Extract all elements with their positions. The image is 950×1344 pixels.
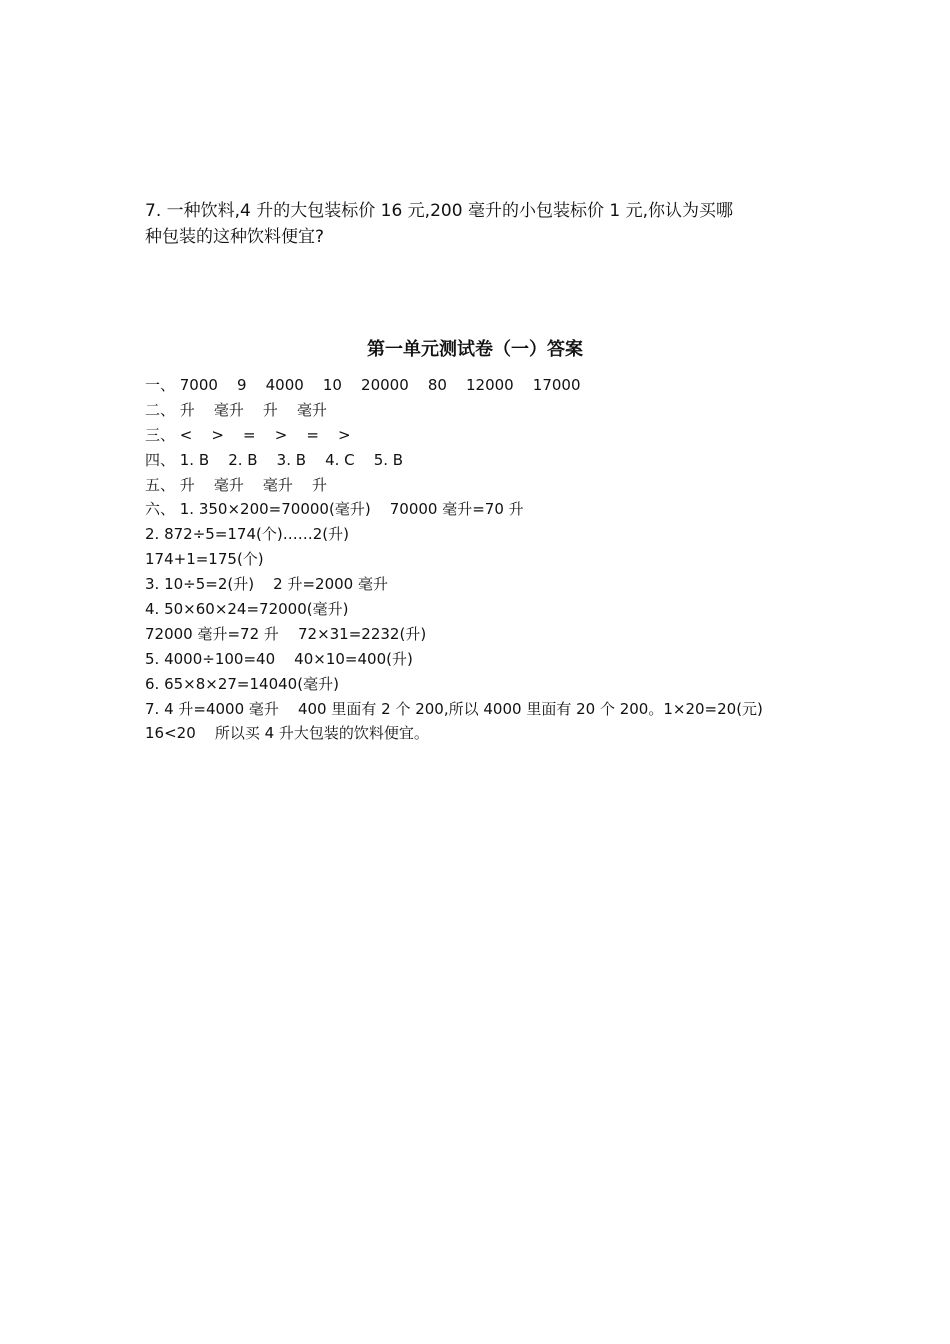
answer-line: 6. 65×8×27=14040(毫升) <box>145 674 339 693</box>
answer-line: 四、 1. B 2. B 3. B 4. C 5. B <box>145 450 404 469</box>
answer-line: 7. 4 升=4000 毫升 400 里面有 2 个 200,所以 4000 里面有 20 个 200。1×20=20(元) <box>145 699 763 718</box>
answer-line: 2. 872÷5=174(个)……2(升) <box>145 525 349 544</box>
answer-list <box>145 373 845 746</box>
answer-line: 16<20 所以买 4 升大包装的饮料便宜。 <box>145 724 429 743</box>
answer-line: 174+1=175(个) <box>145 550 264 569</box>
answer-line: 5. 4000÷100=40 40×10=400(升) <box>145 649 413 668</box>
question-line: 7. 一种饮料,4 升的大包装标价 16 元,200 毫升的小包装标价 1 元,你认为买哪 <box>145 201 733 221</box>
answer-line: 一、 7000 9 4000 10 20000 80 12000 17000 <box>145 376 581 394</box>
answer-line: 4. 50×60×24=72000(毫升) <box>145 600 349 619</box>
answer-title: 第一单元测试卷（一）答案 <box>367 339 583 360</box>
answer-line: 五、 升 毫升 毫升 升 <box>145 475 327 494</box>
question-line: 种包装的这种饮料便宜? <box>145 227 325 247</box>
answer-line: 三、 < > = > = > <box>145 425 351 444</box>
question-7 <box>145 198 825 250</box>
answer-line: 72000 毫升=72 升 72×31=2232(升) <box>145 624 427 643</box>
answer-line: 3. 10÷5=2(升) 2 升=2000 毫升 <box>145 575 388 594</box>
answer-line: 六、 1. 350×200=70000(毫升) 70000 毫升=70 升 <box>145 500 524 519</box>
answer-line: 二、 升 毫升 升 毫升 <box>145 400 327 419</box>
